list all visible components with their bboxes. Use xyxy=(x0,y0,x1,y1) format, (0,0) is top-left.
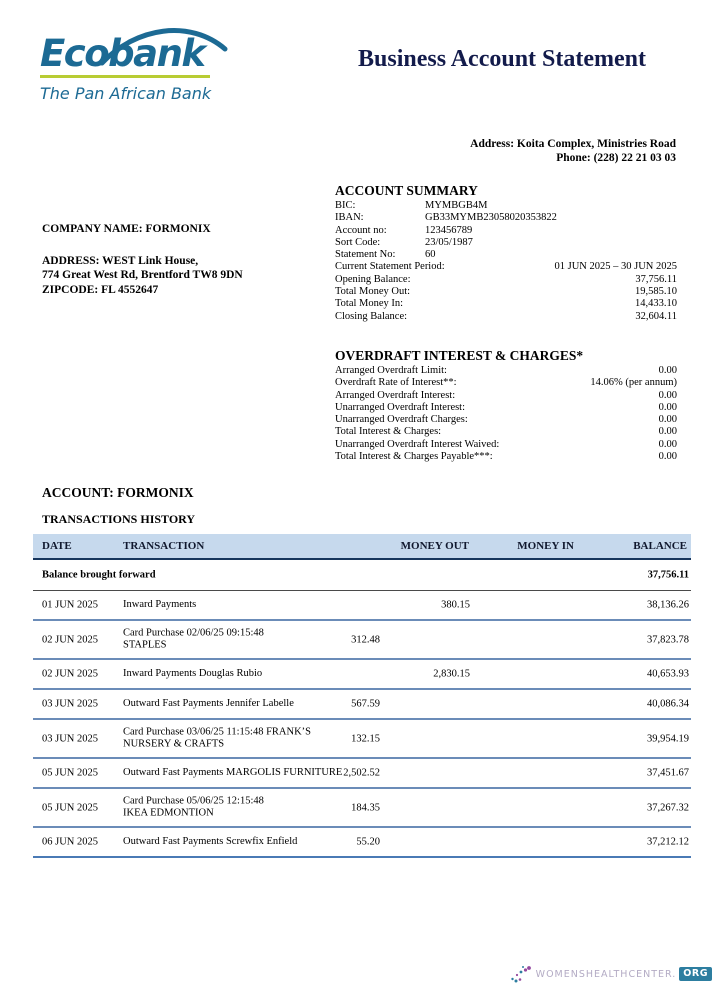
summary-row xyxy=(335,286,677,298)
summary-value: 19,585.10 xyxy=(635,286,677,298)
summary-value: MYMBGB4M xyxy=(425,200,488,211)
summary-value: 01 JUN 2025 – 30 JUN 2025 xyxy=(554,261,677,273)
bank-phone: Phone: (228) 22 21 03 03 xyxy=(556,151,676,164)
table-row xyxy=(33,789,691,828)
cell-date: 01 JUN 2025 xyxy=(42,599,99,611)
table-row xyxy=(33,828,691,858)
company-name: COMPANY NAME: FORMONIX xyxy=(42,223,211,235)
overdraft-label: Unarranged Overdraft Interest: xyxy=(335,401,466,413)
overdraft-label: Arranged Overdraft Limit: xyxy=(335,365,447,376)
ecobank-wordmark-text: Ecobank xyxy=(40,32,205,75)
cell-balance: 37,823.78 xyxy=(647,634,689,645)
summary-label: Statement No: xyxy=(335,249,396,261)
description-line: Outward Fast Payments Screwfix Enfield xyxy=(123,835,298,847)
cell-description xyxy=(123,599,375,612)
cell-date: 05 JUN 2025 xyxy=(42,802,99,813)
table-row xyxy=(33,621,691,660)
logo-green-rule xyxy=(40,75,210,78)
spacer xyxy=(42,237,243,254)
cell-balance: 39,954.19 xyxy=(647,733,689,744)
account-heading: ACCOUNT: FORMONIX xyxy=(42,485,194,500)
balance-brought-forward-row xyxy=(33,560,691,591)
summary-value: 32,604.11 xyxy=(635,310,677,322)
overdraft-value: 0.00 xyxy=(658,451,677,463)
cell-date: 02 JUN 2025 xyxy=(42,668,99,680)
description-line: Card Purchase 05/06/25 12:15:48 xyxy=(123,795,264,806)
description-line: Outward Fast Payments MARGOLIS FURNITURE xyxy=(123,766,343,778)
summary-label: Sort Code: xyxy=(335,236,381,248)
summary-row xyxy=(335,212,677,224)
bbf-balance: 37,756.11 xyxy=(647,569,689,581)
overdraft-label: Unarranged Overdraft Charges: xyxy=(335,414,468,426)
cell-date: 06 JUN 2025 xyxy=(42,836,99,848)
summary-label: Total Money Out: xyxy=(335,286,411,298)
cell-balance: 40,653.93 xyxy=(647,668,689,680)
account-summary-section xyxy=(335,183,677,323)
description-line: NURSERY & CRAFTS xyxy=(123,738,225,750)
ecobank-logo xyxy=(40,34,250,103)
overdraft-value: 0.00 xyxy=(658,365,677,376)
description-line: IKEA EDMONTION xyxy=(123,807,214,819)
summary-row xyxy=(335,225,677,237)
bank-address: Address: Koita Complex, Ministries Road xyxy=(470,138,676,150)
summary-value: 14,433.10 xyxy=(635,298,677,310)
cell-balance: 37,212.12 xyxy=(647,836,689,848)
summary-value: GB33MYMB23058020353822 xyxy=(425,212,557,224)
bbf-label: Balance brought forward xyxy=(42,569,156,581)
overdraft-label: Total Interest & Charges: xyxy=(335,426,442,438)
table-header-row xyxy=(33,534,691,560)
summary-row xyxy=(335,249,677,261)
description-line: Card Purchase 02/06/25 09:15:48 xyxy=(123,627,264,638)
description-line: STAPLES xyxy=(123,639,167,651)
overdraft-label: Arranged Overdraft Interest: xyxy=(335,389,456,401)
overdraft-value: 0.00 xyxy=(658,401,677,413)
transactions-heading: TRANSACTIONS HISTORY xyxy=(42,512,196,526)
description-line: Inward Payments Douglas Rubio xyxy=(123,667,263,679)
cell-money-in: 2,830.15 xyxy=(433,668,470,680)
summary-value: 23/05/1987 xyxy=(425,236,473,248)
overdraft-row xyxy=(335,451,677,463)
cell-money-out: 55.20 xyxy=(356,836,380,848)
summary-label: Account no: xyxy=(335,224,387,236)
description-line: Card Purchase 03/06/25 11:15:48 FRANK’S xyxy=(123,726,312,737)
summary-label: BIC: xyxy=(335,200,356,211)
summary-value: 60 xyxy=(425,249,436,261)
company-block xyxy=(42,222,243,297)
col-header-transaction: TRANSACTION xyxy=(123,540,205,552)
summary-row xyxy=(335,274,677,286)
col-header-money-in: MONEY IN xyxy=(517,540,574,552)
cell-balance: 38,136.26 xyxy=(647,599,689,611)
cell-money-out: 312.48 xyxy=(351,634,380,645)
cell-money-out: 567.59 xyxy=(351,698,380,710)
overdraft-title: OVERDRAFT INTEREST & CHARGES* xyxy=(335,348,584,363)
overdraft-row xyxy=(335,365,677,377)
footer-site-text: WOMENSHEALTHCENTER. xyxy=(535,968,677,980)
page-title: Business Account Statement xyxy=(358,46,647,72)
overdraft-value: 0.00 xyxy=(658,438,677,450)
summary-row xyxy=(335,311,677,323)
cell-money-in: 380.15 xyxy=(441,599,470,611)
summary-row xyxy=(335,298,677,310)
footer-watermark xyxy=(510,964,712,984)
ecobank-wordmark xyxy=(40,34,205,74)
overdraft-value: 0.00 xyxy=(658,426,677,438)
description-line: Outward Fast Payments Jennifer Labelle xyxy=(123,697,294,709)
cell-date: 05 JUN 2025 xyxy=(42,767,99,779)
overdraft-value: 0.00 xyxy=(658,389,677,401)
cell-description xyxy=(123,627,375,652)
overdraft-label: Overdraft Rate of Interest**: xyxy=(335,377,457,389)
col-header-balance: BALANCE xyxy=(633,540,687,552)
cell-date: 03 JUN 2025 xyxy=(42,733,99,744)
cell-balance: 37,451.67 xyxy=(647,767,689,779)
summary-label: Opening Balance: xyxy=(335,273,411,285)
cell-balance: 40,086.34 xyxy=(647,698,689,710)
cell-money-out: 132.15 xyxy=(351,733,380,744)
cell-description xyxy=(123,767,375,780)
overdraft-row xyxy=(335,402,677,414)
cell-description xyxy=(123,698,375,711)
summary-value: 37,756.11 xyxy=(635,273,677,285)
summary-row xyxy=(335,261,677,273)
cell-description xyxy=(123,668,375,681)
cell-money-out: 184.35 xyxy=(351,802,380,813)
overdraft-row xyxy=(335,414,677,426)
col-header-date: DATE xyxy=(42,540,72,552)
account-summary-title: ACCOUNT SUMMARY xyxy=(335,183,478,198)
company-address-line2: 774 Great West Rd, Brentford TW8 9DN xyxy=(42,269,243,281)
description-line: Inward Payments xyxy=(123,598,197,610)
summary-row xyxy=(335,237,677,249)
footer-dots-icon xyxy=(510,964,532,984)
company-address-line1: ADDRESS: WEST Link House, xyxy=(42,254,199,267)
summary-label: Closing Balance: xyxy=(335,310,408,322)
cell-date: 02 JUN 2025 xyxy=(42,634,99,645)
summary-label: Total Money In: xyxy=(335,298,404,310)
transactions-table xyxy=(33,534,691,858)
overdraft-label: Total Interest & Charges Payable***: xyxy=(335,451,493,463)
summary-label: IBAN: xyxy=(335,212,364,224)
cell-date: 03 JUN 2025 xyxy=(42,698,99,710)
cell-money-out: 2,502.52 xyxy=(343,767,380,779)
overdraft-section xyxy=(335,348,677,463)
cell-description xyxy=(123,836,375,849)
summary-row xyxy=(335,200,677,212)
bank-contact-block xyxy=(470,138,676,165)
summary-label: Current Statement Period: xyxy=(335,261,445,273)
col-header-money-out: MONEY OUT xyxy=(400,540,469,552)
overdraft-row xyxy=(335,377,677,389)
overdraft-row xyxy=(335,439,677,451)
overdraft-label: Unarranged Overdraft Interest Waived: xyxy=(335,438,500,450)
overdraft-value: 14.06% (per annum) xyxy=(590,377,677,389)
table-row xyxy=(33,660,691,690)
overdraft-value: 0.00 xyxy=(658,414,677,426)
table-row xyxy=(33,690,691,720)
cell-description xyxy=(123,795,375,820)
table-row xyxy=(33,720,691,759)
table-row xyxy=(33,759,691,789)
cell-balance: 37,267.32 xyxy=(647,802,689,813)
overdraft-row xyxy=(335,390,677,402)
overdraft-row xyxy=(335,426,677,438)
summary-value: 123456789 xyxy=(425,224,473,236)
logo-tagline: The Pan African Bank xyxy=(40,84,212,103)
table-row xyxy=(33,591,691,621)
company-zipcode: ZIPCODE: FL 4552647 xyxy=(42,283,159,296)
cell-description xyxy=(123,726,375,751)
footer-org-badge: ORG xyxy=(679,967,712,981)
